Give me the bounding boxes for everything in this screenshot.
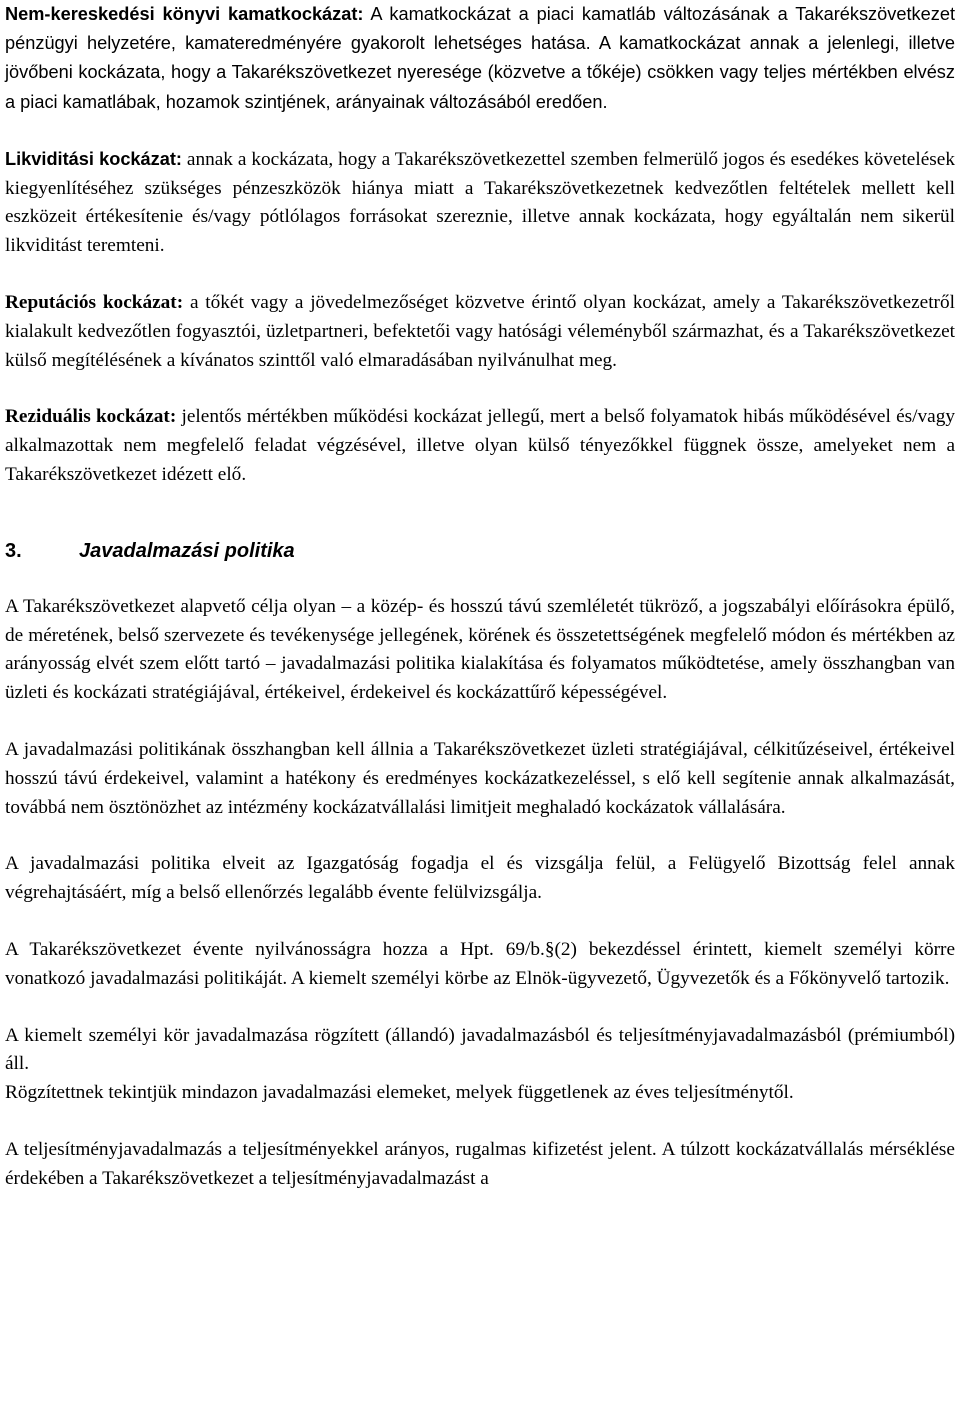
reputation-risk-term: Reputációs kockázat: [5, 292, 184, 313]
reputation-risk-text: a tőkét vagy a jövedelmezőséget közvetve érintő olyan kockázat, amely a Takarékszövetkezetről kialakult kedvezőtlen fogyasztói, üzletpartneri, befektetői vagy hatósági véleményből származhat, és a Takarékszövetkezet külső megítélésének a kívánatos szinttől való elmaradásában nyilvánulhat meg. [5, 292, 955, 371]
section-heading [5, 537, 955, 566]
body-paragraph-5: A kiemelt személyi kör javadalmazása rögzített (állandó) javadalmazásból és teljesítményjavadalmazásból (prémiumból) áll. [5, 1024, 955, 1075]
section-number: 3. [5, 539, 22, 562]
body-paragraph-1: A Takarékszövetkezet alapvető célja olyan – a közép- és hosszú távú szemléletét tükröző, a jogszabályi előírásokra épülő, de méretének, belső szervezete és tevékenysége jellegének, körének és összetettségének megfelelő módon és mértékben az arányosság elvét szem előtt tartó – javadalmazási politika kialakítása és folyamatos működtetése, amely összhangban van üzleti és kockázati stratégiájával, értékeivel, érdekeivel és kockázattűrő képességével. [5, 595, 955, 704]
document-page [5, 0, 955, 1194]
body-paragraph-3: A javadalmazási politika elveit az Igazgatóság fogadja el és vizsgálja felül, a Felügyelő Bizottság felel annak végrehajtásáért, míg a belső ellenőrzés legalább évente felülvizsgálja. [5, 853, 955, 904]
body-paragraph-7: A teljesítményjavadalmazás a teljesítményekkel arányos, rugalmas kifizetést jelent. A túlzott kockázatvállalás mérséklése érdekében a Takarékszövetkezet a teljesítményjavadalmazást a [5, 1138, 955, 1189]
liquidity-risk-paragraph [5, 145, 955, 261]
residual-risk-term: Reziduális kockázat: [5, 406, 177, 428]
body-paragraph-6: Rögzítettnek tekintjük mindazon javadalmazási elemeket, melyek függetlenek az éves teljesítménytől. [5, 1082, 794, 1104]
reputation-risk-paragraph [5, 289, 955, 375]
section-title: Javadalmazási politika [79, 539, 295, 562]
residual-risk-text: jelentős mértékben működési kockázat jellegű, mert a belső folyamatok hibás működésével és/vagy alkalmazottak nem megfelelő feladat végzésével, illetve olyan külső tényezőkkel függnek össze, amelyeket nem a Takarékszövetkezet idézett elő. [5, 406, 955, 485]
residual-risk-paragraph [5, 403, 955, 489]
body-paragraph-2: A javadalmazási politikának összhangban kell állnia a Takarékszövetkezet üzleti stratégiájával, célkitűzéseivel, értékeivel hosszú távú érdekeivel, valamint a hatékony és eredményes kockázatkezeléssel, s elő kell segítenie annak alkalmazását, továbbá nem ösztönözhet az intézmény kockázatvállalási limitjeit meghaladó kockázatok vállalására. [5, 738, 955, 818]
interest-rate-risk-term: Nem-kereskedési könyvi kamatkockázat: [5, 4, 364, 24]
body-paragraph-4: A Takarékszövetkezet évente nyilvánosságra hozza a Hpt. 69/b.§(2) bekezdéssel érintett, kiemelt személyi körre vonatkozó javadalmazási politikáját. A kiemelt személyi körbe az Elnök-ügyvezető, Ügyvezetők és a Főkönyvelő tartozik. [5, 938, 955, 989]
liquidity-risk-term: Likviditási kockázat: [5, 148, 182, 169]
liquidity-risk-text: annak a kockázata, hogy a Takarékszövetkezettel szemben felmerülő jogos és esedékes követelések kiegyenlítéséhez szükséges pénzeszközök hiánya miatt a Takarékszövetkezetnek kedvezőtlen feltételek mellett kell eszközeit értékesítenie és/vagy pótlólagos forrásokat szereznie, illetve annak kockázata, hogy egyáltalán nem sikerül likviditást teremteni. [5, 148, 955, 257]
interest-rate-risk-paragraph [5, 0, 955, 117]
interest-rate-risk-text: A kamatkockázat a piaci kamatláb változásának a Takarékszövetkezet pénzügyi helyzetére, kamateredményére gyakorolt lehetséges hatása. A kamatkockázat annak a jelenlegi, illetve jövőbeni kockázata, hogy a Takarékszövetkezet nyeresége (közvetve a tőkéje) csökken vagy teljes mértékben elvész a piaci kamatlábak, hozamok szintjének, arányainak változásából eredően. [5, 4, 955, 112]
